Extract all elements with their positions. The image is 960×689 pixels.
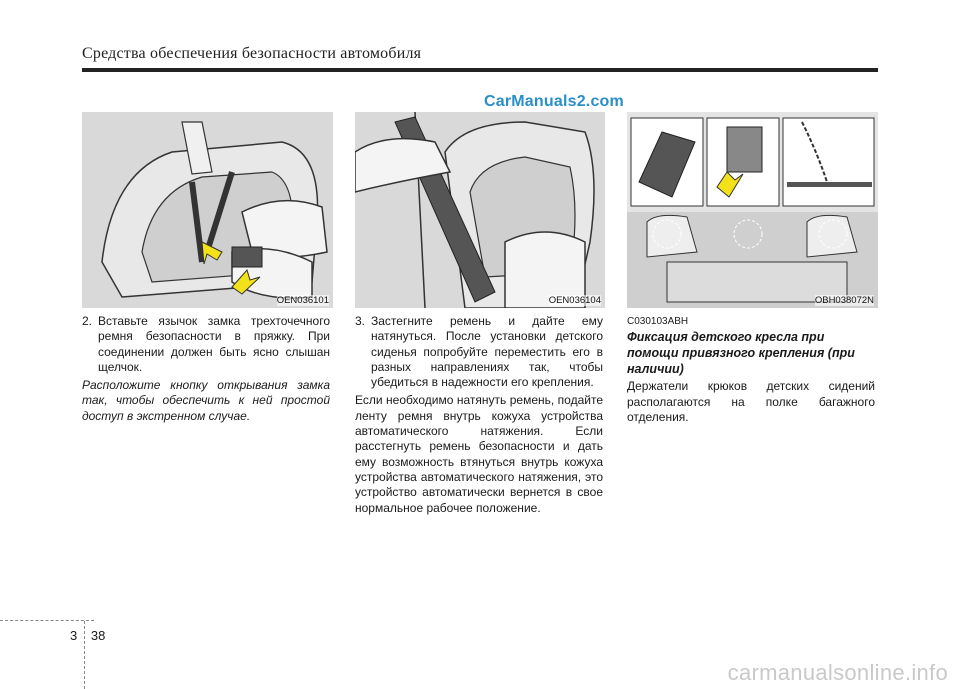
figure-code-label: OBH038072N xyxy=(814,295,874,306)
step-item xyxy=(355,314,603,390)
tighten-belt-illustration xyxy=(355,112,605,308)
page-number-value: 38 xyxy=(90,628,106,643)
figure-tether-anchor xyxy=(627,112,878,308)
column-step-2 xyxy=(82,314,330,424)
child-seat-buckle-illustration xyxy=(82,112,333,308)
figure-code-label: OEN036101 xyxy=(276,295,329,306)
page-header-title: Средства обеспечения безопасности автомобиля xyxy=(82,45,422,62)
note-text: Расположите кнопку открывания замка так, чтобы обеспечить к ней простой доступ в экстренном случае. xyxy=(82,378,330,423)
chapter-number: 3 xyxy=(70,628,78,643)
column-tether xyxy=(627,314,875,425)
step-text: Застегните ремень и дайте ему натянуться. После установки детского сиденья попробуйте переместить его в разных направлениях так, чтобы убедиться в надежности его крепления. xyxy=(371,314,603,390)
watermark-text: CarManuals2.com xyxy=(484,93,624,110)
figure-child-seat-buckle xyxy=(82,112,333,308)
step-item xyxy=(82,314,330,375)
step-text: Вставьте язычок замка трехточечного ремня безопасности в пряжку. При соединении должен быть ясно слышан щелчок. xyxy=(98,314,330,374)
site-watermark: carmanualsonline.info xyxy=(727,660,948,685)
section-subheading: Фиксация детского кресла при помощи привязного крепления (при наличии) xyxy=(627,330,855,377)
footer-rule xyxy=(0,620,94,621)
step-number: 2. xyxy=(82,314,93,328)
step-number: 3. xyxy=(355,314,366,328)
page-number xyxy=(70,628,105,643)
body-paragraph: Держатели крюков детских сидений располагаются на полке багажного отделения. xyxy=(627,379,875,424)
tether-anchor-illustration xyxy=(627,112,878,308)
section-code: C030103ABH xyxy=(627,316,689,327)
column-step-3 xyxy=(355,314,603,516)
body-paragraph: Если необходимо натянуть ремень, подайте ленту ремня внутрь кожуха устройства автоматического натяжения. Если расстегнуть ремень безопасности и дать ему возможность втянуться внутрь кожуха устройства автоматического натяжения, это устройство автоматически вернется в свое нормальное рабочее положение. xyxy=(355,393,603,515)
figure-tighten-belt xyxy=(355,112,605,308)
figure-code-label: OEN036104 xyxy=(548,295,601,306)
header-rule xyxy=(82,68,878,72)
